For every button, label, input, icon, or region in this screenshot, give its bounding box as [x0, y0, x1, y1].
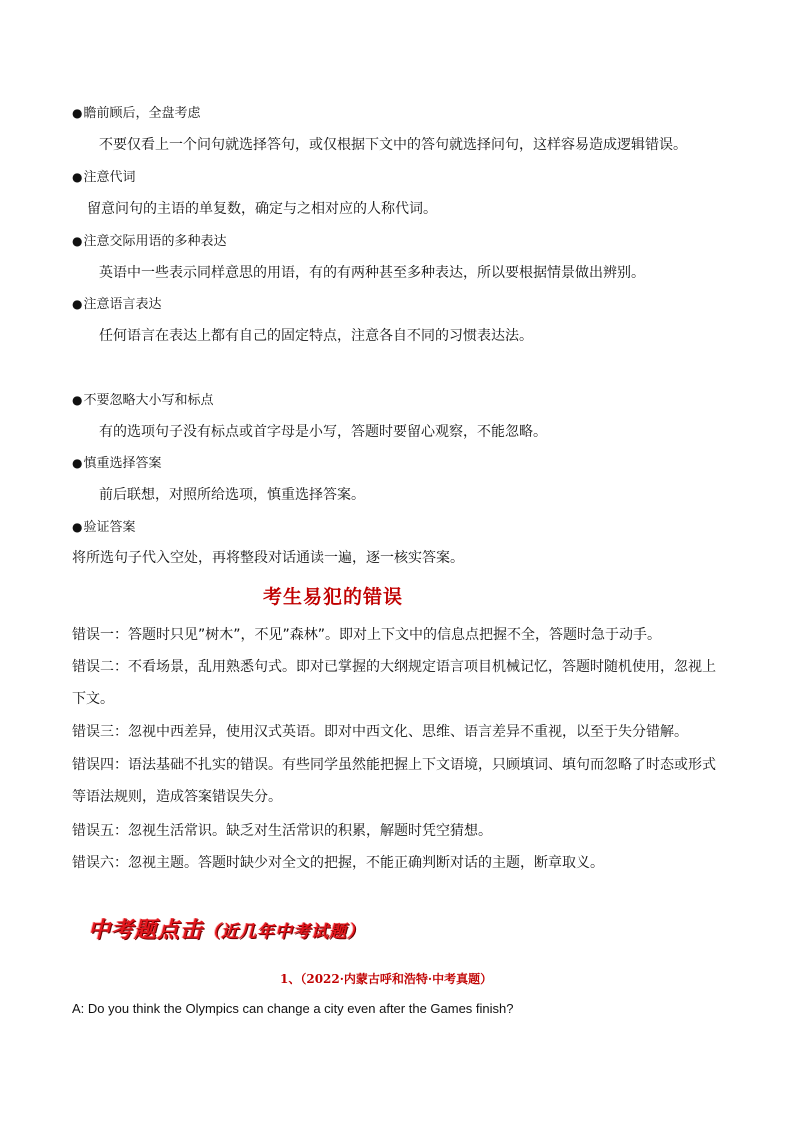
tip-heading: ●注意交际用语的多种表达	[72, 234, 227, 249]
bullet-icon: ●	[72, 297, 83, 311]
dialog-line: A: Do you think the Olympics can change a city even after the Games finish?	[72, 1001, 514, 1016]
error-line: 错误一：答题时只见”树木”，不见”森林”。即对上下文中的信息点把握不全，答题时急于动手。	[72, 627, 662, 643]
banner-sub: （近几年中考试题）	[203, 922, 366, 942]
section-title: 考生易犯的错误	[263, 586, 404, 608]
tip-heading: ●瞻前顾后，全盘考虑	[72, 106, 201, 121]
tip-body: 留意问句的主语的单复数，确定与之相对应的人称代词。	[87, 201, 437, 217]
error-line: 等语法规则，造成答案错误失分。	[72, 789, 282, 805]
bullet-icon: ●	[72, 106, 83, 120]
error-line: 错误四：语法基础不扎实的错误。有些同学虽然能把握上下文语境，只顾填词、填句而忽略了时态或形式	[72, 757, 716, 773]
tip-heading: ●验证答案	[72, 520, 136, 535]
error-line: 错误三：忽视中西差异，使用汉式英语。即对中西文化、思维、语言差异不重视，以至于失分错解。	[72, 724, 688, 740]
tip-heading: ●注意语言表达	[72, 297, 162, 312]
error-line: 错误二：不看场景，乱用熟悉句式。即对已掌握的大纲规定语言项目机械记忆，答题时随机使用，忽视上	[72, 659, 716, 675]
tip-body: 有的选项句子没有标点或首字母是小写，答题时要留心观察，不能忽略。	[99, 424, 547, 440]
exam-banner	[88, 913, 365, 944]
bullet-icon: ●	[72, 234, 83, 248]
error-line: 错误五：忽视生活常识。缺乏对生活常识的积累，解题时凭空猜想。	[72, 823, 492, 839]
bullet-icon: ●	[72, 170, 83, 184]
tip-body: 任何语言在表达上都有自己的固定特点，注意各自不同的习惯表达法。	[99, 328, 533, 344]
tip-body: 前后联想，对照所给选项，慎重选择答案。	[99, 487, 365, 503]
banner-main: 中考题点击	[88, 918, 204, 943]
tip-body: 英语中一些表示同样意思的用语，有的有两种甚至多种表达，所以要根据情景做出辨别。	[99, 265, 645, 281]
tip-heading: ●慎重选择答案	[72, 456, 162, 471]
question-heading: 1、（2022·内蒙古呼和浩特·中考真题）	[280, 972, 493, 986]
error-line: 下文。	[72, 691, 114, 707]
tip-heading: ●注意代词	[72, 170, 136, 185]
bullet-icon: ●	[72, 393, 83, 407]
tip-body: 将所选句子代入空处，再将整段对话通读一遍，逐一核实答案。	[72, 550, 464, 566]
error-line: 错误六：忽视主题。答题时缺少对全文的把握，不能正确判断对话的主题，断章取义。	[72, 855, 604, 871]
tip-heading: ●不要忽略大小写和标点	[72, 393, 214, 408]
tip-body: 不要仅看上一个问句就选择答句，或仅根据下文中的答句就选择问句，这样容易造成逻辑错误。	[99, 137, 687, 153]
bullet-icon: ●	[72, 520, 83, 534]
bullet-icon: ●	[72, 456, 83, 470]
